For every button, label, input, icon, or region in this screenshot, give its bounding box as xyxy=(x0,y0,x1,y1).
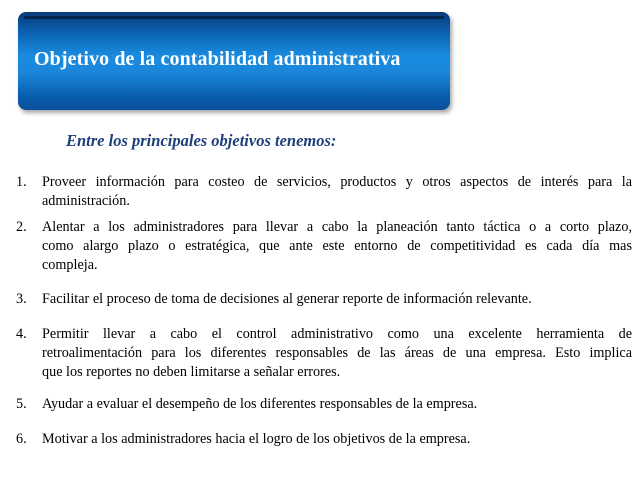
objective-number: 4. xyxy=(16,326,27,342)
objective-text xyxy=(42,430,632,449)
slide-title: Objetivo de la contabilidad administrativa xyxy=(34,48,401,70)
objective-line: que los reportes no deben limitarse a señalar errores. xyxy=(42,364,341,380)
objective-line: Ayudar a evaluar el desempeño de los diferentes responsables de la empresa. xyxy=(42,396,478,412)
objective-number: 2. xyxy=(16,219,27,235)
slide-subtitle: Entre los principales objetivos tenemos: xyxy=(66,131,337,150)
objective-text xyxy=(42,218,632,275)
objective-line: Facilitar el proceso de toma de decisiones al generar reporte de información relevante. xyxy=(42,291,532,307)
objective-number: 1. xyxy=(16,174,27,190)
objective-text xyxy=(42,395,632,414)
objective-line: compleja. xyxy=(42,257,98,273)
objective-line: Motivar a los administradores hacia el logro de los objetivos de la empresa. xyxy=(42,431,471,447)
objective-line: como alargo plazo o estratégica, que ante este entorno de competitividad es cada día mas xyxy=(42,238,632,254)
objective-number: 5. xyxy=(16,396,27,412)
objective-line: administración. xyxy=(42,193,130,209)
objective-text xyxy=(42,290,632,309)
objective-line: Permitir llevar a cabo el control administrativo como una excelente herramienta de xyxy=(42,326,632,342)
objective-line: Proveer información para costeo de servicios, productos y otros aspectos de interés para la xyxy=(42,174,632,190)
objective-text xyxy=(42,325,632,382)
objective-line: retroalimentación para los diferentes responsables de las áreas de una empresa. Esto implica xyxy=(42,345,632,361)
objective-number: 3. xyxy=(16,291,27,307)
objective-line: Alentar a los administradores para llevar a cabo la planeación tanto táctica o a corto plazo, xyxy=(42,219,632,235)
objective-number: 6. xyxy=(16,431,27,447)
objective-text xyxy=(42,173,632,211)
